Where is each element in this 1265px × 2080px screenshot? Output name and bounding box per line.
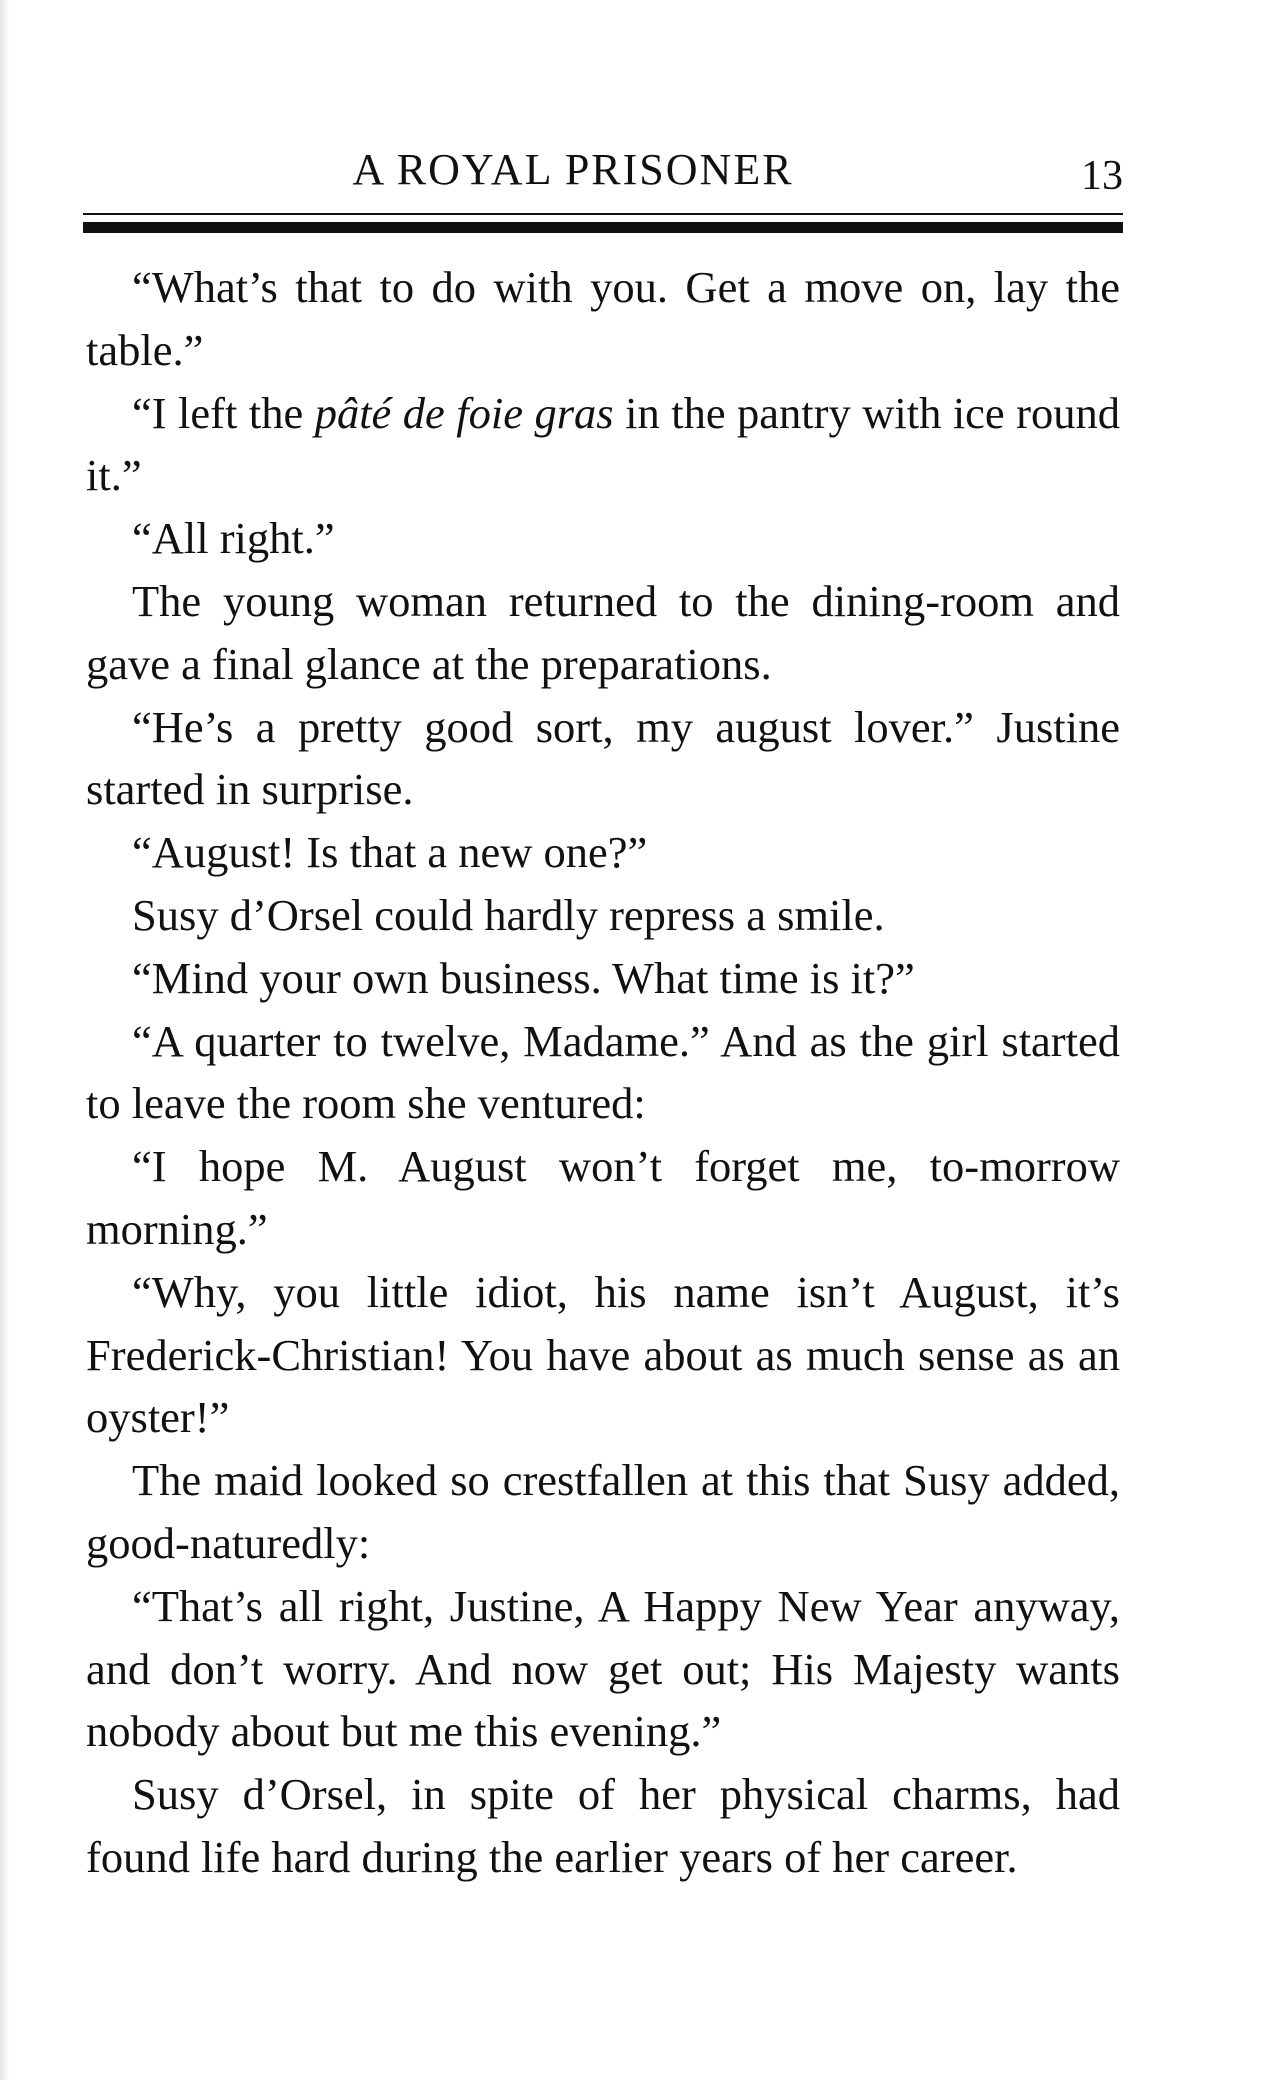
italic-phrase: pâté de foie gras — [314, 387, 614, 438]
paragraph: “August! Is that a new one?” — [132, 827, 648, 878]
page-number: 13 — [1081, 153, 1123, 199]
paragraph: “A quarter to twelve, Madame.” And as the girl started to leave the room she ventured: — [86, 1015, 1120, 1129]
running-head — [83, 140, 1123, 200]
paragraph: “Why, you little idiot, his name isn’t August, it’s Frederick-Christian! You have about as much sense as an oyster!” — [86, 1266, 1120, 1443]
paragraph: “Mind your own business. What time is it?” — [132, 952, 915, 1003]
header-rule-thin — [83, 213, 1123, 215]
paragraph: The young woman returned to the dining-room and gave a final glance at the preparations. — [86, 575, 1120, 689]
body-text — [86, 256, 1120, 1889]
paragraph: “I hope M. August won’t forget me, to-morrow morning.” — [86, 1141, 1120, 1254]
paragraph: The maid looked so crestfallen at this that Susy added, good-naturedly: — [86, 1455, 1120, 1568]
paragraph: “He’s a pretty good sort, my august lover.” Justine started in surprise. — [86, 701, 1120, 815]
header-rule-thick — [83, 222, 1123, 233]
paragraph: “That’s all right, Justine, A Happy New Year anyway, and don’t worry. And now get out; His Majesty wants nobody about but me this evening.” — [86, 1580, 1120, 1757]
paragraph: “What’s that to do with you. Get a move on, lay the table.” — [86, 262, 1120, 375]
paragraph-text: in the pantry with ice round it.” — [86, 387, 1120, 501]
paragraph: Susy d’Orsel, in spite of her physical charms, had found life hard during the earlier years of her career. — [86, 1769, 1120, 1882]
page-edge — [0, 0, 10, 2080]
paragraph: “All right.” — [132, 513, 335, 564]
paragraph — [86, 382, 1120, 508]
paragraph-text: “I left the — [132, 387, 315, 438]
paragraph: Susy d’Orsel could hardly repress a smile. — [132, 889, 885, 940]
running-title: A ROYAL PRISONER — [352, 145, 794, 194]
